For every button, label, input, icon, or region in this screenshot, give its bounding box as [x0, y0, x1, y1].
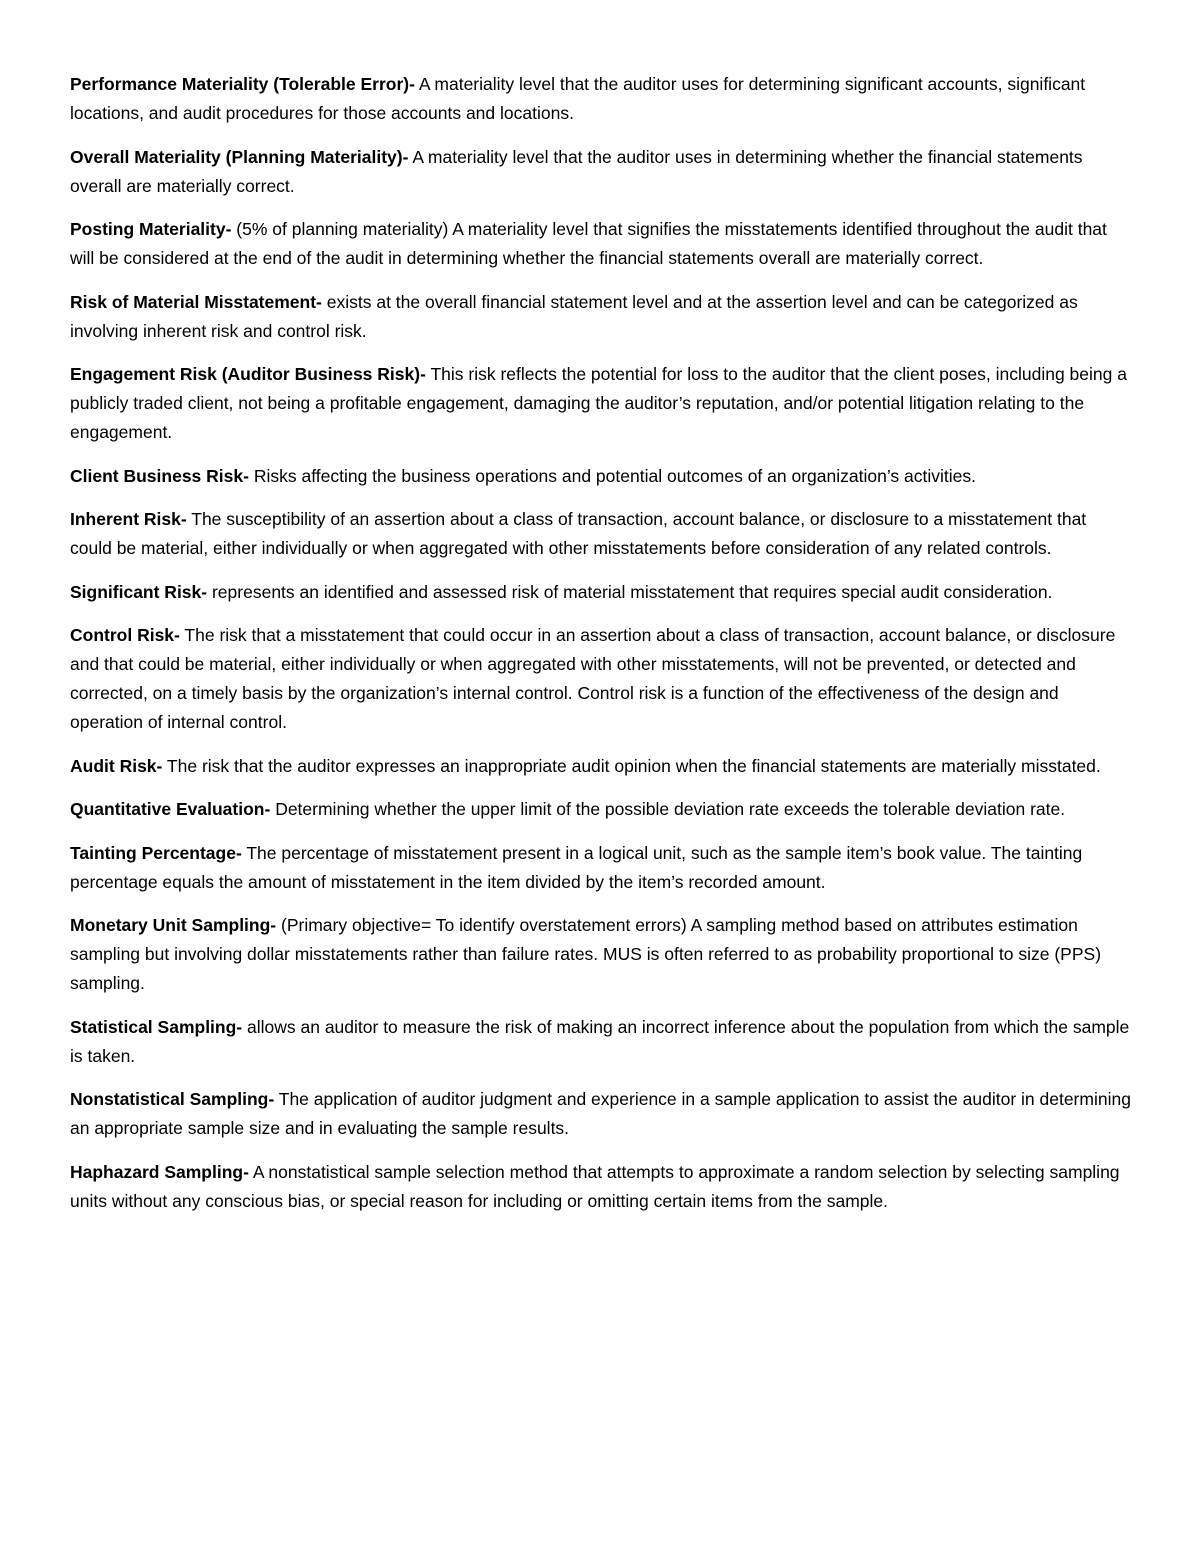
glossary-definition: The application of auditor judgment and experience in a sample application to assist the auditor in determining an appropriate sample size and in evaluating the sample results.	[70, 1089, 1131, 1138]
glossary-term: Client Business Risk-	[70, 465, 249, 486]
glossary-entry-overall-materiality	[70, 143, 1132, 201]
glossary-entry-nonstatistical-sampling	[70, 1085, 1132, 1143]
glossary-term: Posting Materiality-	[70, 219, 232, 239]
glossary-definition: represents an identified and assessed risk of material misstatement that requires special audit consideration.	[211, 581, 1053, 602]
glossary-definition: The percentage of misstatement present in a logical unit, such as the sample item’s book value. The tainting percentage equals the amount of misstatement in the item divided by the item’s recorded amount.	[70, 842, 1083, 892]
glossary-entry-statistical-sampling	[70, 1013, 1132, 1071]
glossary-entry-significant-risk	[70, 578, 1132, 607]
glossary-page	[70, 70, 1132, 1230]
glossary-term: Haphazard Sampling-	[70, 1161, 249, 1182]
glossary-term: Control Risk-	[70, 625, 180, 645]
glossary-term: Significant Risk-	[70, 581, 208, 602]
glossary-term: Performance Materiality (Tolerable Error)-	[70, 74, 415, 94]
glossary-entry-audit-risk	[70, 752, 1132, 781]
glossary-term: Nonstatistical Sampling-	[70, 1089, 275, 1109]
glossary-entry-monetary-unit-sampling	[70, 911, 1132, 998]
glossary-entry-engagement-risk	[70, 360, 1132, 447]
glossary-entry-posting-materiality	[70, 215, 1132, 273]
glossary-definition: The risk that the auditor expresses an inappropriate audit opinion when the financial statements are materially misstated.	[166, 755, 1101, 776]
glossary-term: Statistical Sampling-	[70, 1016, 243, 1037]
glossary-entry-performance-materiality	[70, 70, 1132, 128]
glossary-entry-quantitative-evaluation	[70, 795, 1132, 824]
glossary-definition: (Primary objective= To identify overstatement errors) A sampling method based on attributes estimation sampling but involving dollar misstatements rather than failure rates. MUS is often referred to as probability proportional to size (PPS) sampling.	[70, 915, 1102, 993]
glossary-term: Inherent Risk-	[70, 509, 187, 529]
glossary-term: Overall Materiality (Planning Materiality)-	[70, 146, 409, 167]
glossary-definition: Determining whether the upper limit of the possible deviation rate exceeds the tolerable deviation rate.	[275, 799, 1066, 819]
glossary-definition: allows an auditor to measure the risk of making an incorrect inference about the population from which the sample is taken.	[70, 1016, 1130, 1066]
glossary-entry-haphazard-sampling	[70, 1158, 1132, 1216]
glossary-definition: A nonstatistical sample selection method that attempts to approximate a random selection by selecting sampling units without any conscious bias, or special reason for including or omitting certain items from the sample.	[70, 1161, 1120, 1211]
glossary-definition: Risks affecting the business operations and potential outcomes of an organization’s activities.	[253, 465, 976, 486]
glossary-term: Audit Risk-	[70, 755, 163, 776]
glossary-definition: A materiality level that the auditor uses in determining whether the financial statements overall are materially correct.	[70, 146, 1083, 196]
glossary-definition: (5% of planning materiality) A materiality level that signifies the misstatements identified throughout the audit that will be considered at the end of the audit in determining whether the financial statements overall are materially correct.	[70, 219, 1107, 268]
glossary-definition: This risk reflects the potential for loss to the auditor that the client poses, including being a publicly traded client, not being a profitable engagement, damaging the auditor’s reputation, and/or potential litigation relating to the engagement.	[70, 364, 1127, 442]
glossary-entry-control-risk	[70, 621, 1132, 737]
glossary-entry-tainting-percentage	[70, 839, 1132, 897]
glossary-entry-risk-of-material-misstatement	[70, 288, 1132, 346]
glossary-term: Monetary Unit Sampling-	[70, 915, 277, 935]
glossary-entry-inherent-risk	[70, 505, 1132, 563]
glossary-definition: A materiality level that the auditor uses for determining significant accounts, significant locations, and audit procedures for those accounts and locations.	[70, 74, 1086, 123]
glossary-definition: The risk that a misstatement that could occur in an assertion about a class of transaction, account balance, or disclosure and that could be material, either individually or when aggregated with other misstatements, will not be prevented, or detected and corrected, on a timely basis by the organization’s internal control. Control risk is a function of the effectiveness of the design and operation of internal control.	[70, 625, 1116, 732]
glossary-definition: The susceptibility of an assertion about a class of transaction, account balance, or disclosure to a misstatement that could be material, either individually or when aggregated with other misstatements before consideration of any related controls.	[70, 509, 1087, 558]
glossary-term: Risk of Material Misstatement-	[70, 291, 322, 312]
glossary-entry-client-business-risk	[70, 462, 1132, 491]
glossary-definition: exists at the overall financial statement level and at the assertion level and can be categorized as involving inherent risk and control risk.	[70, 291, 1078, 341]
glossary-term: Tainting Percentage-	[70, 842, 242, 863]
glossary-term: Quantitative Evaluation-	[70, 799, 271, 819]
glossary-term: Engagement Risk (Auditor Business Risk)-	[70, 364, 426, 384]
